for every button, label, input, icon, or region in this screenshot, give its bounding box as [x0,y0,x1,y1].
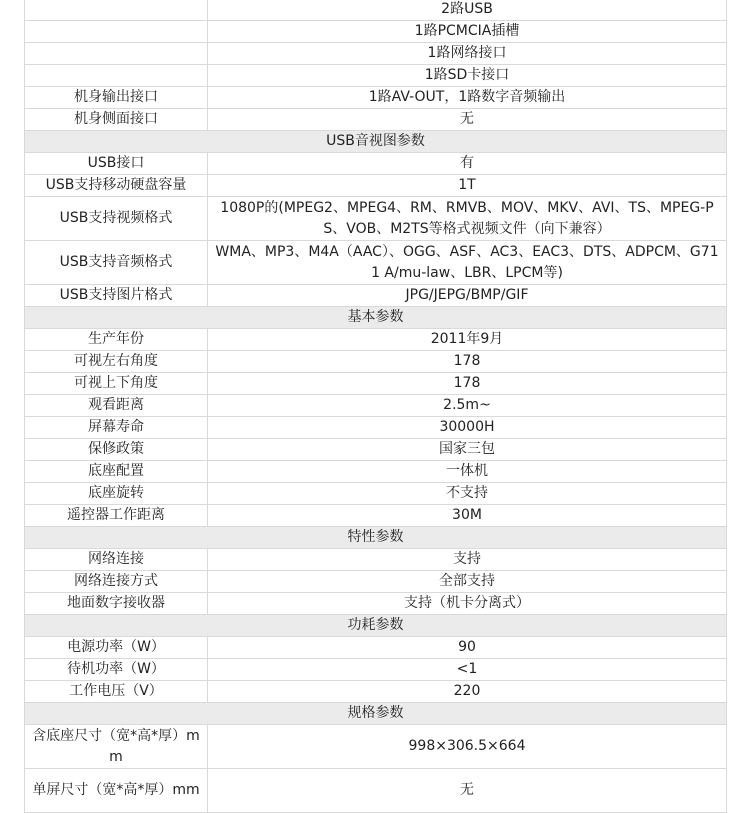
spec-label: 遥控器工作距离 [25,505,208,527]
spec-value: 30000H [208,417,727,439]
table-row [25,659,727,681]
table-row [25,87,727,109]
spec-value: 178 [208,373,727,395]
table-row [25,329,727,351]
table-row [25,65,727,87]
table-row [25,549,727,571]
table-row [25,241,727,285]
section-title: 基本参数 [25,307,727,329]
spec-label: 网络连接方式 [25,571,208,593]
spec-label [25,21,208,43]
spec-value: 1路SD卡接口 [208,65,727,87]
spec-label: 含底座尺寸（宽*高*厚）mm [25,725,208,769]
table-row [25,593,727,615]
spec-value: 有 [208,153,727,175]
spec-label: 底座旋转 [25,483,208,505]
spec-value: 1080P的(MPEG2、MPEG4、RM、RMVB、MOV、MKV、AVI、TS、MPEG-PS、VOB、M2TS等格式视频文件（向下兼容） [208,197,727,241]
spec-label: USB支持视频格式 [25,197,208,241]
spec-value: 30M [208,505,727,527]
spec-value: 支持（机卡分离式） [208,593,727,615]
table-row [25,373,727,395]
table-row [25,21,727,43]
spec-label: USB支持音频格式 [25,241,208,285]
spec-value: 2011年9月 [208,329,727,351]
spec-label [25,43,208,65]
spec-value: JPG/JEPG/BMP/GIF [208,285,727,307]
spec-value: <1 [208,659,727,681]
spec-value: 220 [208,681,727,703]
spec-value: WMA、MP3、M4A（AAC）、OGG、ASF、AC3、EAC3、DTS、ADPCM、G711 A/mu-law、LBR、LPCM等) [208,241,727,285]
table-row [25,483,727,505]
spec-label: 观看距离 [25,395,208,417]
table-row [25,0,727,21]
spec-label: 保修政策 [25,439,208,461]
spec-label: 单屏尺寸（宽*高*厚）mm [25,769,208,813]
table-row [25,109,727,131]
section-title: 规格参数 [25,703,727,725]
spec-value: 一体机 [208,461,727,483]
spec-label: 可视左右角度 [25,351,208,373]
spec-label: 机身输出接口 [25,87,208,109]
spec-value: 90 [208,637,727,659]
spec-label: USB支持移动硬盘容量 [25,175,208,197]
spec-label [25,65,208,87]
spec-label [25,0,208,21]
spec-label: 电源功率（W） [25,637,208,659]
table-row [25,637,727,659]
spec-value: 不支持 [208,483,727,505]
spec-value: 178 [208,351,727,373]
table-row [25,43,727,65]
spec-value: 支持 [208,549,727,571]
spec-table [24,0,727,813]
spec-value: 全部支持 [208,571,727,593]
spec-value: 2路USB [208,0,727,21]
spec-label: 可视上下角度 [25,373,208,395]
section-header-row [25,527,727,549]
spec-label: 屏幕寿命 [25,417,208,439]
spec-value: 998×306.5×664 [208,725,727,769]
spec-value: 1路AV-OUT，1路数字音频输出 [208,87,727,109]
spec-table-body [25,0,727,813]
spec-label: 待机功率（W） [25,659,208,681]
table-row [25,175,727,197]
table-row [25,681,727,703]
table-row [25,417,727,439]
table-row [25,439,727,461]
table-row [25,351,727,373]
section-header-row [25,131,727,153]
table-row [25,769,727,813]
spec-value: 无 [208,769,727,813]
spec-label: 工作电压（V） [25,681,208,703]
section-title: 特性参数 [25,527,727,549]
spec-value: 1路网络接口 [208,43,727,65]
table-row [25,197,727,241]
spec-label: 底座配置 [25,461,208,483]
table-row [25,153,727,175]
spec-label: 网络连接 [25,549,208,571]
section-title: 功耗参数 [25,615,727,637]
spec-label: USB支持图片格式 [25,285,208,307]
section-header-row [25,615,727,637]
table-row [25,571,727,593]
table-row [25,461,727,483]
table-row [25,395,727,417]
spec-label: 地面数字接收器 [25,593,208,615]
section-title: USB音视图参数 [25,131,727,153]
table-row [25,725,727,769]
table-row [25,505,727,527]
section-header-row [25,703,727,725]
table-row [25,285,727,307]
spec-value: 2.5m~ [208,395,727,417]
spec-label: 机身侧面接口 [25,109,208,131]
section-header-row [25,307,727,329]
spec-label: USB接口 [25,153,208,175]
spec-value: 无 [208,109,727,131]
spec-value: 国家三包 [208,439,727,461]
spec-value: 1路PCMCIA插槽 [208,21,727,43]
spec-label: 生产年份 [25,329,208,351]
spec-value: 1T [208,175,727,197]
